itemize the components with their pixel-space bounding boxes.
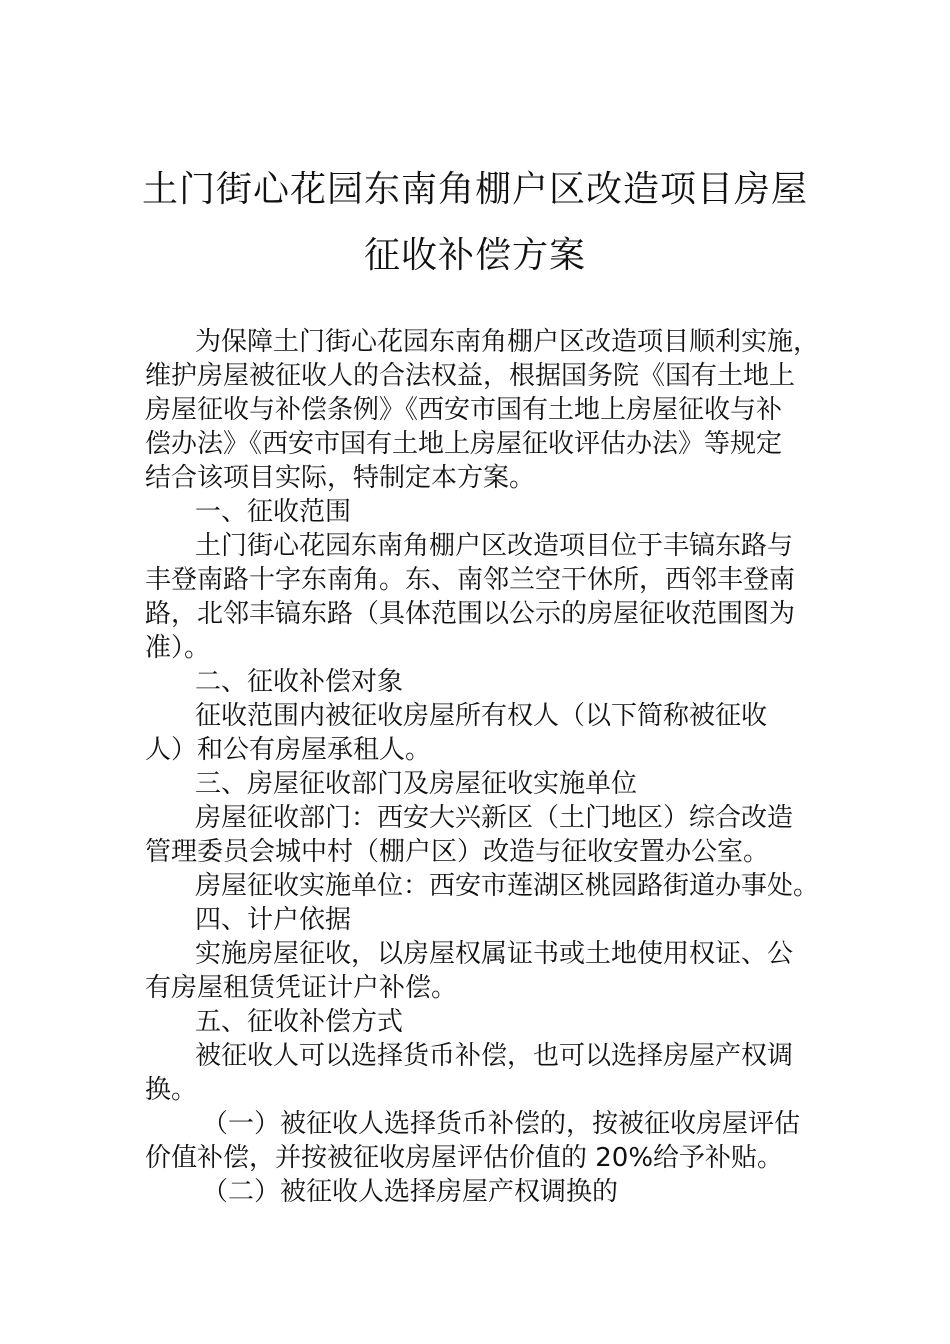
section-heading-5: 五、征收补偿方式 [195, 1007, 404, 1037]
section-5-line-1: 被征收人可以选择货币补偿，也可以选择房屋产权调 [195, 1041, 794, 1071]
section-1-line-4: 准）。 [145, 633, 211, 663]
section-3-line-3: 房屋征收实施单位：西安市莲湖区桃园路街道办事处。 [195, 871, 820, 901]
section-1-line-2: 丰登南路十字东南角。东、南邻兰空干休所，西邻丰登南 [145, 565, 796, 595]
section-2-line-1: 征收范围内被征收房屋所有权人（以下简称被征收 [195, 701, 768, 731]
subsection-1-line-1: （一）被征收人选择货币补偿的，按被征收房屋评估 [202, 1109, 801, 1139]
intro-line-2: 维护房屋被征收人的合法权益，根据国务院《国有土地上 [145, 361, 796, 391]
section-1-line-3: 路，北邻丰镐东路（具体范围以公示的房屋征收范围图为 [145, 599, 796, 629]
section-3-line-1: 房屋征收部门：西安大兴新区（土门地区）综合改造 [195, 803, 794, 833]
section-5-line-2: 换。 [145, 1075, 198, 1105]
section-1-line-1: 土门街心花园东南角棚户区改造项目位于丰镐东路与 [195, 531, 794, 561]
intro-line-3: 房屋征收与补偿条例》《西安市国有土地上房屋征收与补 [145, 395, 783, 425]
section-2-line-2: 人）和公有房屋承租人。 [145, 735, 432, 765]
section-heading-4: 四、计户依据 [195, 905, 352, 935]
section-heading-1: 一、征收范围 [195, 497, 352, 527]
section-3-line-2: 管理委员会城中村（棚户区）改造与征收安置办公室。 [145, 837, 770, 867]
subsection-1-line-2: 价值补偿，并按被征收房屋评估价值的 20%给予补贴。 [145, 1143, 784, 1173]
subsection-2-line-1: （二）被征收人选择房屋产权调换的 [202, 1177, 619, 1207]
section-4-line-1: 实施房屋征收，以房屋权属证书或土地使用权证、公 [195, 939, 794, 969]
document-title-line-1: 土门街心花园东南角棚户区改造项目房屋 [141, 169, 808, 210]
intro-line-5: 结合该项目实际，特制定本方案。 [145, 463, 536, 493]
section-4-line-2: 有房屋租赁凭证计户补偿。 [145, 973, 458, 1003]
intro-line-1: 为保障土门街心花园东南角棚户区改造项目顺利实施， [195, 327, 820, 357]
section-heading-3: 三、房屋征收部门及房屋征收实施单位 [195, 769, 638, 799]
document-title-line-2: 征收补偿方案 [363, 235, 586, 276]
section-heading-2: 二、征收补偿对象 [195, 667, 404, 697]
intro-line-4: 偿办法》《西安市国有土地上房屋征收评估办法》等规定 [145, 429, 783, 459]
